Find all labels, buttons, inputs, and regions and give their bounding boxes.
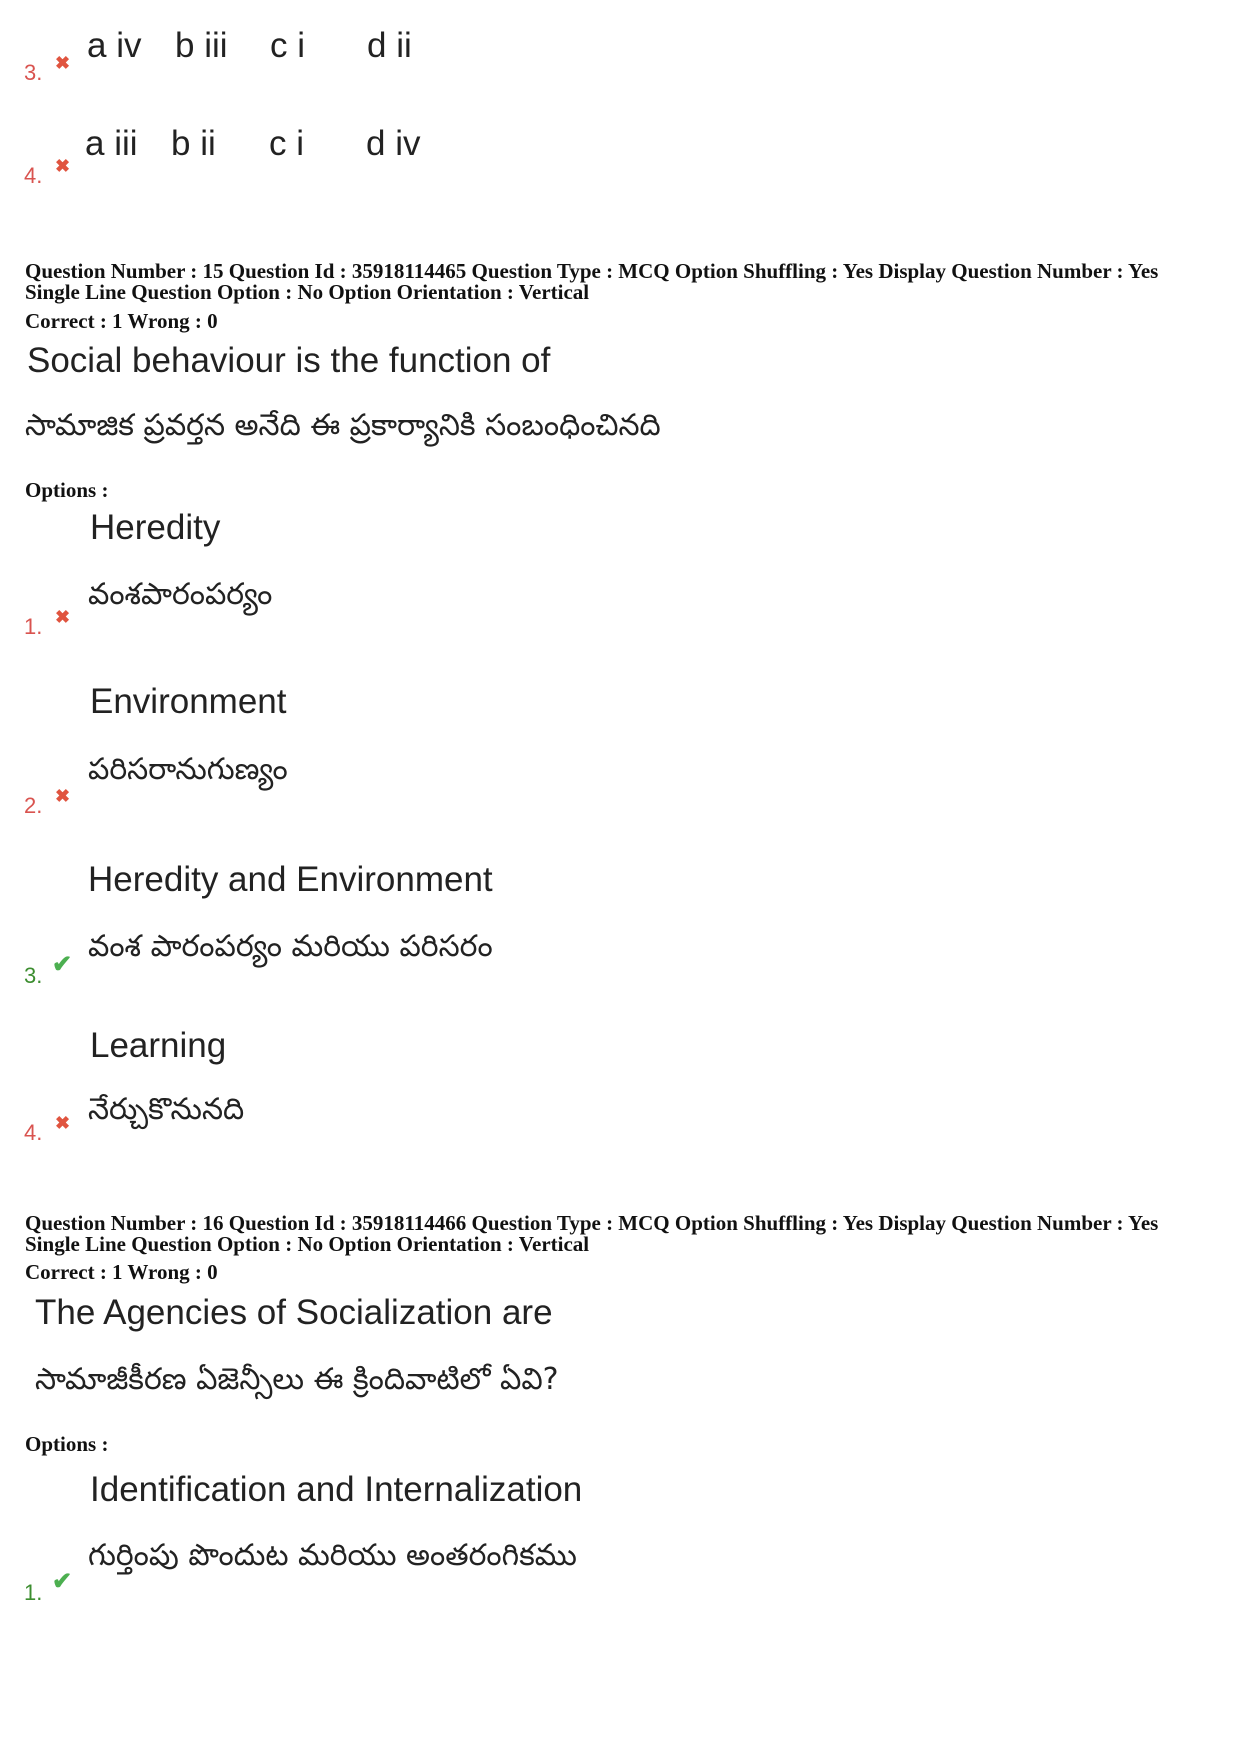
option-number: 2. <box>24 793 43 818</box>
question-meta-line1: Question Number : 15 Question Id : 35918114465 Question Type : MCQ Option Shuffling : Yes Display Question Number : Yes <box>25 259 1159 283</box>
cross-mark-icon: ✖ <box>55 607 71 627</box>
option-text-en: Heredity <box>90 508 221 547</box>
match-part: d iv <box>366 124 421 163</box>
cross-mark-icon: ✖ <box>55 53 71 73</box>
question-text-en: The Agencies of Socialization are <box>35 1293 553 1332</box>
option-number: 4. <box>24 163 43 188</box>
question-meta-line1: Question Number : 16 Question Id : 35918114466 Question Type : MCQ Option Shuffling : Yes Display Question Number : Yes <box>25 1211 1159 1235</box>
check-mark-icon: ✔ <box>52 951 73 978</box>
options-label: Options : <box>25 478 109 502</box>
option-text-en: Heredity and Environment <box>88 860 493 899</box>
match-part: b ii <box>171 124 216 163</box>
question-text-te: సామాజీకీరణ ఏజెన్సీలు ఈ క్రిందివాటిలో ఏవి? <box>35 1362 559 1397</box>
option-text-en: Identification and Internalization <box>90 1470 583 1509</box>
question-text-te: సామాజిక ప్రవర్తన అనేది ఈ ప్రకార్యానికి సంబంధించినది <box>25 408 661 443</box>
match-part: c i <box>270 26 305 65</box>
question-text-en: Social behaviour is the function of <box>27 341 551 380</box>
match-answer <box>87 26 412 66</box>
option-text-te: పరిసరానుగుణ్యం <box>88 752 288 787</box>
check-mark-icon: ✔ <box>52 1568 73 1595</box>
question-meta-line2: Single Line Question Option : No Option Orientation : Vertical <box>25 1232 590 1256</box>
question-marks: Correct : 1 Wrong : 0 <box>25 1260 218 1284</box>
option-text-te: నేర్చుకొనునది <box>88 1092 245 1127</box>
cross-mark-icon: ✖ <box>55 786 71 806</box>
option-text-te: వంశ పారంపర్యం మరియు పరిసరం <box>88 929 493 964</box>
option-number: 1. <box>24 614 43 639</box>
option-number: 3. <box>24 60 43 85</box>
option-number: 3. <box>24 963 43 988</box>
match-part: b iii <box>175 26 228 65</box>
option-text-te: గుర్తింపు పొందుట మరియు అంతరంగికము <box>88 1538 577 1573</box>
option-text-en: Learning <box>90 1026 227 1065</box>
option-number: 4. <box>24 1120 43 1145</box>
option-text-te: వంశపారంపర్యం <box>88 577 273 612</box>
options-label: Options : <box>25 1432 109 1456</box>
match-part: c i <box>269 124 304 163</box>
match-part: a iii <box>85 124 138 163</box>
match-part: a iv <box>87 26 142 65</box>
match-answer <box>85 124 420 164</box>
match-part: d ii <box>367 26 412 65</box>
option-text-en: Environment <box>90 682 287 721</box>
cross-mark-icon: ✖ <box>55 156 71 176</box>
question-marks: Correct : 1 Wrong : 0 <box>25 309 218 333</box>
cross-mark-icon: ✖ <box>55 1113 71 1133</box>
option-number: 1. <box>24 1580 43 1605</box>
question-meta-line2: Single Line Question Option : No Option Orientation : Vertical <box>25 280 590 304</box>
